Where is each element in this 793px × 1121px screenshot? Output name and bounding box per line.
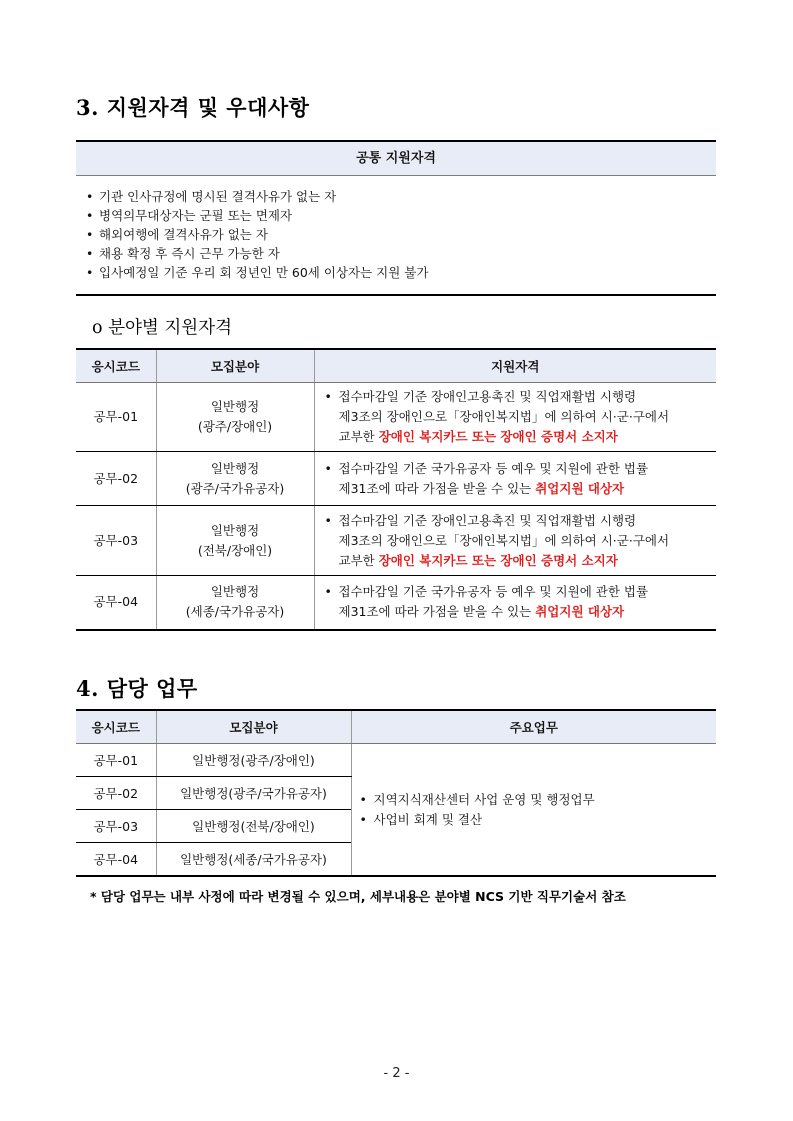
table-row — [76, 506, 716, 576]
qualification-cell: • 접수마감일 기준 국가유공자 등 예우 및 지원에 관한 법률 제31조에 따라 가점을 받을 수 있는 취업지원 대상자 — [314, 576, 716, 630]
list-item: • 입사예정일 기준 우리 회 정년인 만 60세 이상자는 지원 불가 — [86, 265, 429, 280]
column-header-qualification: 지원자격 — [314, 349, 716, 383]
bullet-icon: • — [359, 791, 367, 807]
section4-title: 4. 담당 업무 — [76, 676, 198, 701]
column-header-field: 모집분야 — [156, 710, 351, 744]
code-cell: 공무-04 — [76, 843, 156, 877]
highlight-text: 취업지원 대상자 — [535, 480, 625, 496]
bullet-icon: • — [324, 584, 332, 600]
field-cell: 일반행정(광주/국가유공자) — [156, 777, 351, 810]
code-cell: 공무-03 — [76, 506, 156, 576]
code-cell: 공무-02 — [76, 452, 156, 506]
bullet-icon: • — [86, 208, 94, 223]
list-item: • 병역의무대상자는 군필 또는 면제자 — [86, 208, 293, 223]
column-header-code: 응시코드 — [76, 710, 156, 744]
field-cell: 일반행정 (전북/장애인) — [156, 506, 314, 576]
column-header-code: 응시코드 — [76, 349, 156, 383]
duties-cell: • 지역지식재산센터 사업 운영 및 행정업무 • 사업비 회계 및 결산 — [351, 744, 716, 877]
field-qualifications-table — [76, 348, 716, 631]
table-row — [76, 452, 716, 506]
highlight-text: 장애인 복지카드 또는 장애인 증명서 소지자 — [378, 429, 618, 444]
field-cell: 일반행정 (세종/국가유공자) — [156, 576, 314, 630]
column-header-duties: 주요업무 — [351, 710, 716, 744]
table-row — [76, 383, 716, 452]
common-qualifications-list — [76, 176, 716, 282]
common-qualifications-box — [76, 140, 716, 296]
column-header-field: 모집분야 — [156, 349, 314, 383]
list-item: • 채용 확정 후 즉시 근무 가능한 자 — [86, 246, 280, 261]
code-cell: 공무-04 — [76, 576, 156, 630]
section3-title: 3. 지원자격 및 우대사항 — [76, 95, 310, 120]
bullet-icon: • — [324, 389, 332, 404]
qualification-cell: • 접수마감일 기준 장애인고용촉진 및 직업재활법 시행령 제3조의 장애인으로「장애인복지법」에 의하여 시·군·구에서 교부한 장애인 복지카드 또는 장애인 증명서 소지자 — [314, 383, 716, 452]
common-qualifications-header: 공통 지원자격 — [76, 142, 716, 176]
bullet-icon: • — [359, 811, 367, 827]
code-cell: 공무-02 — [76, 777, 156, 810]
list-item: • 해외여행에 결격사유가 없는 자 — [86, 227, 268, 242]
bullet-icon: • — [86, 246, 94, 261]
bullet-icon: • — [86, 189, 94, 204]
field-cell: 일반행정 (광주/국가유공자) — [156, 452, 314, 506]
field-cell: 일반행정(전북/장애인) — [156, 810, 351, 843]
field-cell: 일반행정(세종/국가유공자) — [156, 843, 351, 877]
page-number: - 2 - — [383, 1066, 410, 1081]
highlight-text: 취업지원 대상자 — [535, 604, 625, 620]
table-header-row — [76, 349, 716, 383]
table-row — [76, 576, 716, 630]
qualification-cell: • 접수마감일 기준 장애인고용촉진 및 직업재활법 시행령 제3조의 장애인으로「장애인복지법」에 의하여 시·군·구에서 교부한 장애인 복지카드 또는 장애인 증명서 소지자 — [314, 506, 716, 576]
code-cell: 공무-01 — [76, 383, 156, 452]
duties-note: * 담당 업무는 내부 사정에 따라 변경될 수 있으며, 세부내용은 분야별 NCS 기반 직무기술서 참조 — [90, 889, 626, 904]
table-header-row — [76, 710, 716, 744]
table-row — [76, 744, 716, 777]
bullet-icon: • — [324, 512, 332, 528]
bullet-icon: • — [324, 460, 332, 476]
field-qualifications-title: o 분야별 지원자격 — [92, 318, 232, 338]
code-cell: 공무-01 — [76, 744, 156, 777]
bullet-icon: • — [86, 265, 94, 280]
bullet-icon: • — [86, 227, 94, 242]
highlight-text: 장애인 복지카드 또는 장애인 증명서 소지자 — [378, 552, 618, 568]
field-cell: 일반행정(광주/장애인) — [156, 744, 351, 777]
field-cell: 일반행정 (광주/장애인) — [156, 383, 314, 452]
code-cell: 공무-03 — [76, 810, 156, 843]
duties-table — [76, 709, 716, 877]
qualification-cell: • 접수마감일 기준 국가유공자 등 예우 및 지원에 관한 법률 제31조에 따라 가점을 받을 수 있는 취업지원 대상자 — [314, 452, 716, 506]
list-item: • 기관 인사규정에 명시된 결격사유가 없는 자 — [86, 189, 337, 204]
